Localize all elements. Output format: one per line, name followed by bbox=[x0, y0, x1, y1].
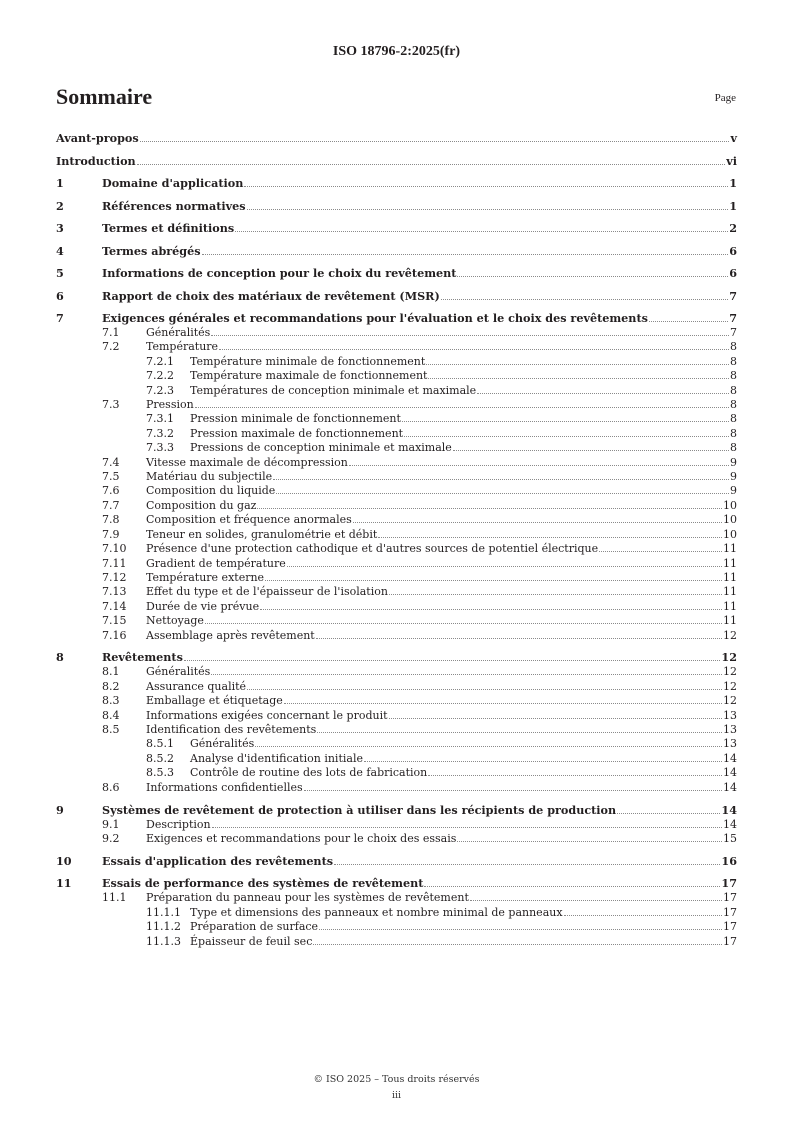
toc-entry-number: 3 bbox=[56, 221, 64, 235]
dot-leader bbox=[649, 321, 728, 322]
toc-entry-title[interactable]: Températures de conception minimale et maximale bbox=[190, 383, 477, 397]
toc-entry-number: 7.11 bbox=[102, 556, 127, 570]
toc-entry[interactable] bbox=[56, 803, 737, 818]
toc-entry[interactable] bbox=[56, 600, 737, 614]
dot-leader bbox=[211, 674, 722, 675]
dot-leader bbox=[470, 900, 722, 901]
toc-entry-number: 11 bbox=[56, 876, 72, 891]
dot-leader bbox=[313, 944, 722, 945]
toc-entry-number: 7.13 bbox=[102, 585, 127, 599]
dot-leader bbox=[457, 276, 728, 277]
toc-entry[interactable] bbox=[56, 384, 737, 398]
toc-entry-title[interactable]: Gradient de température bbox=[146, 556, 286, 570]
toc-entry-title[interactable]: Vitesse maximale de décompression bbox=[146, 455, 348, 469]
page-number: iii bbox=[391, 1090, 402, 1101]
toc-entry-title[interactable]: Épaisseur de feuil sec bbox=[190, 934, 313, 948]
toc-entry-title[interactable]: Température minimale de fonctionnement bbox=[190, 354, 426, 368]
toc-entry-page[interactable]: 15 bbox=[723, 832, 737, 845]
toc-entry[interactable] bbox=[56, 456, 737, 470]
toc-entry-title[interactable]: Température externe bbox=[146, 570, 265, 584]
toc-entry-page[interactable]: 8 bbox=[730, 354, 737, 368]
toc-entry-title[interactable]: Exigences et recommandations pour le choix des essais bbox=[146, 832, 457, 845]
toc-entry-page[interactable]: 8 bbox=[730, 383, 737, 397]
toc-entry[interactable] bbox=[56, 832, 737, 846]
toc-entry-number: 7.1 bbox=[102, 326, 120, 339]
toc-entry-title[interactable]: Type et dimensions des panneaux et nombre minimal de panneaux bbox=[190, 905, 563, 919]
toc-entry-page[interactable]: 12 bbox=[723, 628, 737, 642]
toc-entry-page[interactable]: 17 bbox=[723, 934, 737, 948]
toc-entry[interactable] bbox=[56, 920, 737, 934]
toc-entry-number: 7.5 bbox=[102, 470, 120, 484]
toc-entry-page[interactable]: 17 bbox=[723, 920, 737, 934]
toc-entry[interactable] bbox=[56, 906, 737, 920]
toc-entry-title[interactable]: Généralités bbox=[146, 326, 211, 339]
toc-entry-title[interactable]: Nettoyage bbox=[146, 614, 204, 628]
document-code: ISO 18796-2:2025(fr) bbox=[332, 44, 461, 59]
dot-leader bbox=[404, 436, 729, 437]
toc-entry-title[interactable]: Description bbox=[146, 817, 211, 831]
toc-entry-number: 7.2.3 bbox=[146, 383, 174, 397]
toc-entry-number: 8.5.2 bbox=[146, 751, 174, 765]
toc-entry-page[interactable]: v bbox=[730, 131, 737, 145]
toc-entry-page[interactable]: 14 bbox=[723, 817, 737, 831]
dot-leader bbox=[426, 364, 729, 365]
toc-entry[interactable] bbox=[56, 680, 737, 694]
toc-entry-number: 11.1.1 bbox=[146, 905, 181, 919]
dot-leader bbox=[428, 775, 722, 776]
toc-entry-title[interactable]: Température bbox=[146, 340, 219, 354]
toc-entry[interactable] bbox=[56, 369, 737, 383]
toc-entry[interactable] bbox=[56, 427, 737, 441]
toc-entry[interactable] bbox=[56, 818, 737, 832]
toc-entry-title[interactable]: Informations exigées concernant le produit bbox=[146, 708, 388, 722]
toc-entry-title[interactable]: Pressions de conception minimale et maximale bbox=[190, 441, 452, 455]
toc-entry[interactable] bbox=[56, 131, 737, 146]
dot-leader bbox=[477, 393, 729, 394]
dot-leader bbox=[317, 732, 722, 733]
toc-entry-number: 7.12 bbox=[102, 570, 127, 584]
dot-leader bbox=[453, 450, 729, 451]
toc-entry[interactable] bbox=[56, 289, 737, 304]
toc-entry-title[interactable]: Teneur en solides, granulométrie et débit bbox=[146, 527, 378, 541]
toc-entry-number: 8.5.1 bbox=[146, 737, 174, 751]
toc-entry-number: 7.8 bbox=[102, 513, 120, 527]
toc-entry[interactable] bbox=[56, 499, 737, 513]
toc-entry-page[interactable]: 12 bbox=[721, 650, 737, 665]
toc-entry-title[interactable]: Préparation du panneau pour les systèmes de revêtement bbox=[146, 891, 469, 905]
copyright-notice: © ISO 2025 – Tous droits réservés bbox=[313, 1074, 480, 1085]
toc-entry-page[interactable]: 14 bbox=[723, 780, 737, 794]
toc-entry-page[interactable]: 16 bbox=[721, 853, 737, 868]
toc-entry[interactable] bbox=[56, 340, 737, 354]
toc-entry-number: 8.2 bbox=[102, 679, 120, 693]
toc-entry[interactable] bbox=[56, 398, 737, 412]
dot-leader bbox=[353, 522, 722, 523]
dot-leader bbox=[137, 164, 726, 165]
toc-entry-page[interactable]: 7 bbox=[729, 311, 737, 325]
dot-leader bbox=[428, 378, 729, 379]
toc-entry[interactable] bbox=[56, 484, 737, 498]
toc-entry-page[interactable]: 7 bbox=[729, 288, 737, 303]
toc-entry-number: 7.3.1 bbox=[146, 412, 174, 426]
page-column-label: Page bbox=[714, 92, 736, 104]
toc-entry[interactable] bbox=[56, 766, 737, 780]
toc-entry-page[interactable]: 8 bbox=[730, 369, 737, 383]
toc-entry[interactable] bbox=[56, 723, 737, 737]
toc-entry-page[interactable]: 8 bbox=[730, 340, 737, 354]
toc-entry-title[interactable]: Matériau du subjectile bbox=[146, 470, 273, 484]
toc-entry[interactable] bbox=[56, 891, 737, 905]
toc-entry[interactable] bbox=[56, 412, 737, 426]
toc-entry-number: 8.6 bbox=[102, 780, 120, 794]
toc-entry-page[interactable]: 9 bbox=[730, 484, 737, 498]
dot-leader bbox=[424, 886, 720, 887]
toc-entry[interactable] bbox=[56, 665, 737, 679]
toc-entry-title[interactable]: Composition du gaz bbox=[146, 498, 257, 512]
toc-entry-title[interactable]: Analyse d'identification initiale bbox=[190, 751, 363, 765]
toc-entry-number: 7.3.3 bbox=[146, 441, 174, 455]
dot-leader bbox=[247, 689, 722, 690]
toc-entry-number: 7.2.1 bbox=[146, 354, 174, 368]
toc-entry-page[interactable]: 17 bbox=[723, 891, 737, 905]
toc-entry-title[interactable]: Contrôle de routine des lots de fabrication bbox=[190, 766, 428, 780]
toc-entry-page[interactable]: 2 bbox=[729, 221, 737, 235]
toc-entry-number: 10 bbox=[56, 853, 72, 868]
dot-leader bbox=[257, 508, 722, 509]
toc-entry-number: 7.3.2 bbox=[146, 426, 174, 440]
dot-leader bbox=[389, 718, 722, 719]
toc-entry-page[interactable]: 14 bbox=[723, 766, 737, 780]
toc-entry-number: 11.1.3 bbox=[146, 934, 181, 948]
toc-entry-page[interactable]: 11 bbox=[723, 599, 737, 613]
dot-leader bbox=[599, 551, 722, 552]
toc-entry[interactable] bbox=[56, 441, 737, 455]
page-footer bbox=[0, 1072, 793, 1104]
toc-entry-title[interactable]: Composition et fréquence anormales bbox=[146, 513, 352, 527]
toc-entry[interactable] bbox=[56, 781, 737, 795]
toc-entry-number: 8 bbox=[56, 650, 64, 665]
toc-entry-number: 6 bbox=[56, 288, 64, 303]
dot-leader bbox=[457, 841, 722, 842]
toc-entry-number: 7.7 bbox=[102, 498, 120, 512]
toc-entry[interactable] bbox=[56, 528, 737, 542]
toc-entry-page[interactable]: 17 bbox=[721, 876, 737, 891]
toc-entry[interactable] bbox=[56, 266, 737, 281]
toc-entry[interactable] bbox=[56, 557, 737, 571]
dot-leader bbox=[441, 299, 728, 300]
toc-entry-title[interactable]: Pression minimale de fonctionnement bbox=[190, 412, 401, 426]
dot-leader bbox=[316, 638, 722, 639]
toc-entry-page[interactable]: 11 bbox=[723, 614, 737, 628]
toc-entry[interactable] bbox=[56, 650, 737, 665]
toc-entry-title[interactable]: Généralités bbox=[190, 737, 255, 751]
toc-entry[interactable] bbox=[56, 709, 737, 723]
toc-entry-number: 11.1 bbox=[102, 891, 127, 905]
toc-entry-title[interactable]: Rapport de choix des matériaux de revêtement (MSR) bbox=[102, 288, 440, 303]
toc-entry-page[interactable]: 11 bbox=[723, 542, 737, 556]
dot-leader bbox=[255, 746, 722, 747]
toc-entry-page[interactable]: 14 bbox=[723, 751, 737, 765]
toc-entry-page[interactable]: 12 bbox=[723, 679, 737, 693]
toc-entry-page[interactable]: 8 bbox=[730, 426, 737, 440]
toc-entry-title[interactable]: Présence d'une protection cathodique et d'autres sources de potentiel électrique bbox=[146, 542, 599, 556]
toc-entry[interactable] bbox=[56, 935, 737, 949]
dot-leader bbox=[564, 915, 722, 916]
toc-entry-number: 9 bbox=[56, 802, 64, 817]
toc-entry-title[interactable]: Pression bbox=[146, 398, 194, 412]
toc-entry-page[interactable]: 10 bbox=[723, 498, 737, 512]
toc-entry-number: 9.2 bbox=[102, 832, 120, 845]
dot-leader bbox=[402, 421, 729, 422]
toc-entry[interactable] bbox=[56, 199, 737, 214]
toc-entry-page[interactable]: 17 bbox=[723, 905, 737, 919]
dot-leader bbox=[273, 479, 729, 480]
toc-entry-title[interactable]: Pression maximale de fonctionnement bbox=[190, 426, 404, 440]
toc-entry-number: 7.16 bbox=[102, 628, 127, 642]
toc-entry-page[interactable]: vi bbox=[726, 153, 737, 168]
toc-entry-number: 1 bbox=[56, 176, 64, 190]
toc-entry-page[interactable]: 14 bbox=[721, 802, 737, 817]
toc-entry-page[interactable]: 9 bbox=[730, 455, 737, 469]
toc-entry-number: 7.6 bbox=[102, 484, 120, 498]
toc-entry-number: 5 bbox=[56, 266, 64, 280]
toc-entry-title[interactable]: Assurance qualité bbox=[146, 679, 247, 693]
toc-entry[interactable] bbox=[56, 737, 737, 751]
toc-entry[interactable] bbox=[56, 876, 737, 891]
toc-entry[interactable] bbox=[56, 629, 737, 643]
toc-entry-page[interactable]: 9 bbox=[730, 470, 737, 484]
toc-entry-number: 7.4 bbox=[102, 455, 120, 469]
toc-entry[interactable] bbox=[56, 326, 737, 340]
dot-leader bbox=[219, 349, 729, 350]
toc-entry-page[interactable]: 8 bbox=[730, 441, 737, 455]
toc-entry-number: 8.3 bbox=[102, 694, 120, 708]
toc-entry-page[interactable]: 13 bbox=[723, 737, 737, 751]
toc-entry-page[interactable]: 1 bbox=[729, 198, 737, 213]
toc-entry-title[interactable]: Essais de performance des systèmes de revêtement bbox=[102, 876, 424, 891]
toc-entry[interactable] bbox=[56, 154, 737, 169]
dot-leader bbox=[349, 465, 729, 466]
dot-leader bbox=[205, 623, 722, 624]
toc-entry-page[interactable]: 13 bbox=[723, 723, 737, 737]
toc-entry-title[interactable]: Références normatives bbox=[102, 198, 246, 213]
toc-entry-page[interactable]: 8 bbox=[730, 398, 737, 412]
toc-entry-number: 4 bbox=[56, 243, 64, 258]
dot-leader bbox=[260, 609, 722, 610]
toc-entry-page[interactable]: 1 bbox=[729, 176, 737, 190]
dot-leader bbox=[211, 335, 729, 336]
toc-entry-page[interactable]: 11 bbox=[723, 570, 737, 584]
toc-entry-title[interactable]: Termes abrégés bbox=[102, 243, 201, 258]
toc-entry-title[interactable]: Domaine d'application bbox=[102, 176, 244, 190]
toc-entry-page[interactable]: 12 bbox=[723, 694, 737, 708]
toc-entry-page[interactable]: 12 bbox=[723, 665, 737, 679]
toc-entry-title[interactable]: Systèmes de revêtement de protection à utiliser dans les récipients de production bbox=[102, 802, 617, 817]
toc-entry-page[interactable]: 6 bbox=[729, 243, 737, 258]
toc-entry-title[interactable]: Termes et définitions bbox=[102, 221, 235, 235]
toc-entry-number: 7.14 bbox=[102, 599, 127, 613]
dot-leader bbox=[265, 580, 722, 581]
toc-entry-page[interactable]: 7 bbox=[730, 326, 737, 339]
toc-entry-number: 9.1 bbox=[102, 817, 120, 831]
dot-leader bbox=[276, 493, 729, 494]
toc-entry-title[interactable]: Identification des revêtements bbox=[146, 723, 317, 737]
toc-entry-number: 8.4 bbox=[102, 708, 120, 722]
toc-entry-page[interactable]: 13 bbox=[723, 708, 737, 722]
toc-entry-title[interactable]: Essais d'application des revêtements bbox=[102, 853, 334, 868]
toc-entry-title[interactable]: Informations confidentielles bbox=[146, 780, 303, 794]
dot-leader bbox=[212, 827, 722, 828]
dot-leader bbox=[287, 566, 722, 567]
page-title: Sommaire bbox=[56, 84, 153, 109]
toc-entry-title[interactable]: Exigences générales et recommandations pour l'évaluation et le choix des revêtements bbox=[102, 311, 648, 325]
dot-leader bbox=[235, 231, 728, 232]
toc-entry-number: 8.5.3 bbox=[146, 766, 174, 780]
toc-entry-page[interactable]: 10 bbox=[723, 513, 737, 527]
toc-entry-title[interactable]: Introduction bbox=[56, 153, 136, 168]
dot-leader bbox=[244, 186, 728, 187]
toc-entry-page[interactable]: 10 bbox=[723, 527, 737, 541]
dot-leader bbox=[389, 594, 722, 595]
dot-leader bbox=[319, 929, 722, 930]
toc-entry[interactable] bbox=[56, 854, 737, 869]
dot-leader bbox=[617, 813, 720, 814]
toc-entry[interactable] bbox=[56, 694, 737, 708]
toc-entry[interactable] bbox=[56, 752, 737, 766]
toc-entry-title[interactable]: Durée de vie prévue bbox=[146, 599, 260, 613]
toc-entry-title[interactable]: Préparation de surface bbox=[190, 920, 319, 934]
toc-entry[interactable] bbox=[56, 244, 737, 259]
toc-entry[interactable] bbox=[56, 221, 737, 236]
toc-entry-title[interactable]: Emballage et étiquetage bbox=[146, 694, 283, 708]
toc-entry-number: 7.9 bbox=[102, 527, 120, 541]
table-of-contents bbox=[56, 131, 737, 949]
toc-entry-number: 8.5 bbox=[102, 723, 120, 737]
toc-entry[interactable] bbox=[56, 311, 737, 326]
toc-entry[interactable] bbox=[56, 513, 737, 527]
toc-entry[interactable] bbox=[56, 470, 737, 484]
toc-entry-page[interactable]: 6 bbox=[729, 266, 737, 280]
toc-entry-title[interactable]: Température maximale de fonctionnement bbox=[190, 369, 428, 383]
toc-entry-title[interactable]: Assemblage après revêtement bbox=[146, 628, 315, 642]
dot-leader bbox=[334, 864, 720, 865]
dot-leader bbox=[364, 761, 722, 762]
toc-entry-number: 7.2.2 bbox=[146, 369, 174, 383]
dot-leader bbox=[378, 537, 722, 538]
toc-entry-title[interactable]: Composition du liquide bbox=[146, 484, 276, 498]
toc-entry[interactable] bbox=[56, 571, 737, 585]
toc-entry[interactable] bbox=[56, 614, 737, 628]
toc-entry-number: 11.1.2 bbox=[146, 920, 181, 934]
dot-leader bbox=[202, 254, 729, 255]
dot-leader bbox=[247, 209, 729, 210]
toc-entry-number: 7.3 bbox=[102, 398, 120, 412]
toc-entry-title[interactable]: Informations de conception pour le choix du revêtement bbox=[102, 266, 457, 280]
toc-entry[interactable] bbox=[56, 585, 737, 599]
toc-entry-page[interactable]: 11 bbox=[723, 556, 737, 570]
toc-entry-title[interactable]: Avant-propos bbox=[56, 131, 139, 145]
toc-entry-number: 7.2 bbox=[102, 340, 120, 354]
dot-leader bbox=[184, 660, 721, 661]
toc-entry-number: 7.15 bbox=[102, 614, 127, 628]
toc-entry-page[interactable]: 11 bbox=[723, 585, 737, 599]
toc-entry-title[interactable]: Revêtements bbox=[102, 650, 183, 665]
toc-entry-page[interactable]: 8 bbox=[730, 412, 737, 426]
dot-leader bbox=[140, 141, 730, 142]
dot-leader bbox=[304, 790, 722, 791]
toc-entry-number: 8.1 bbox=[102, 665, 120, 679]
toc-entry[interactable] bbox=[56, 355, 737, 369]
toc-entry-title[interactable]: Effet du type et de l'épaisseur de l'isolation bbox=[146, 585, 388, 599]
toc-entry-number: 2 bbox=[56, 198, 64, 213]
dot-leader bbox=[195, 407, 729, 408]
toc-entry[interactable] bbox=[56, 542, 737, 556]
toc-entry[interactable] bbox=[56, 176, 737, 191]
toc-entry-number: 7 bbox=[56, 311, 64, 325]
dot-leader bbox=[284, 703, 722, 704]
toc-entry-number: 7.10 bbox=[102, 542, 127, 556]
toc-entry-title[interactable]: Généralités bbox=[146, 665, 211, 679]
